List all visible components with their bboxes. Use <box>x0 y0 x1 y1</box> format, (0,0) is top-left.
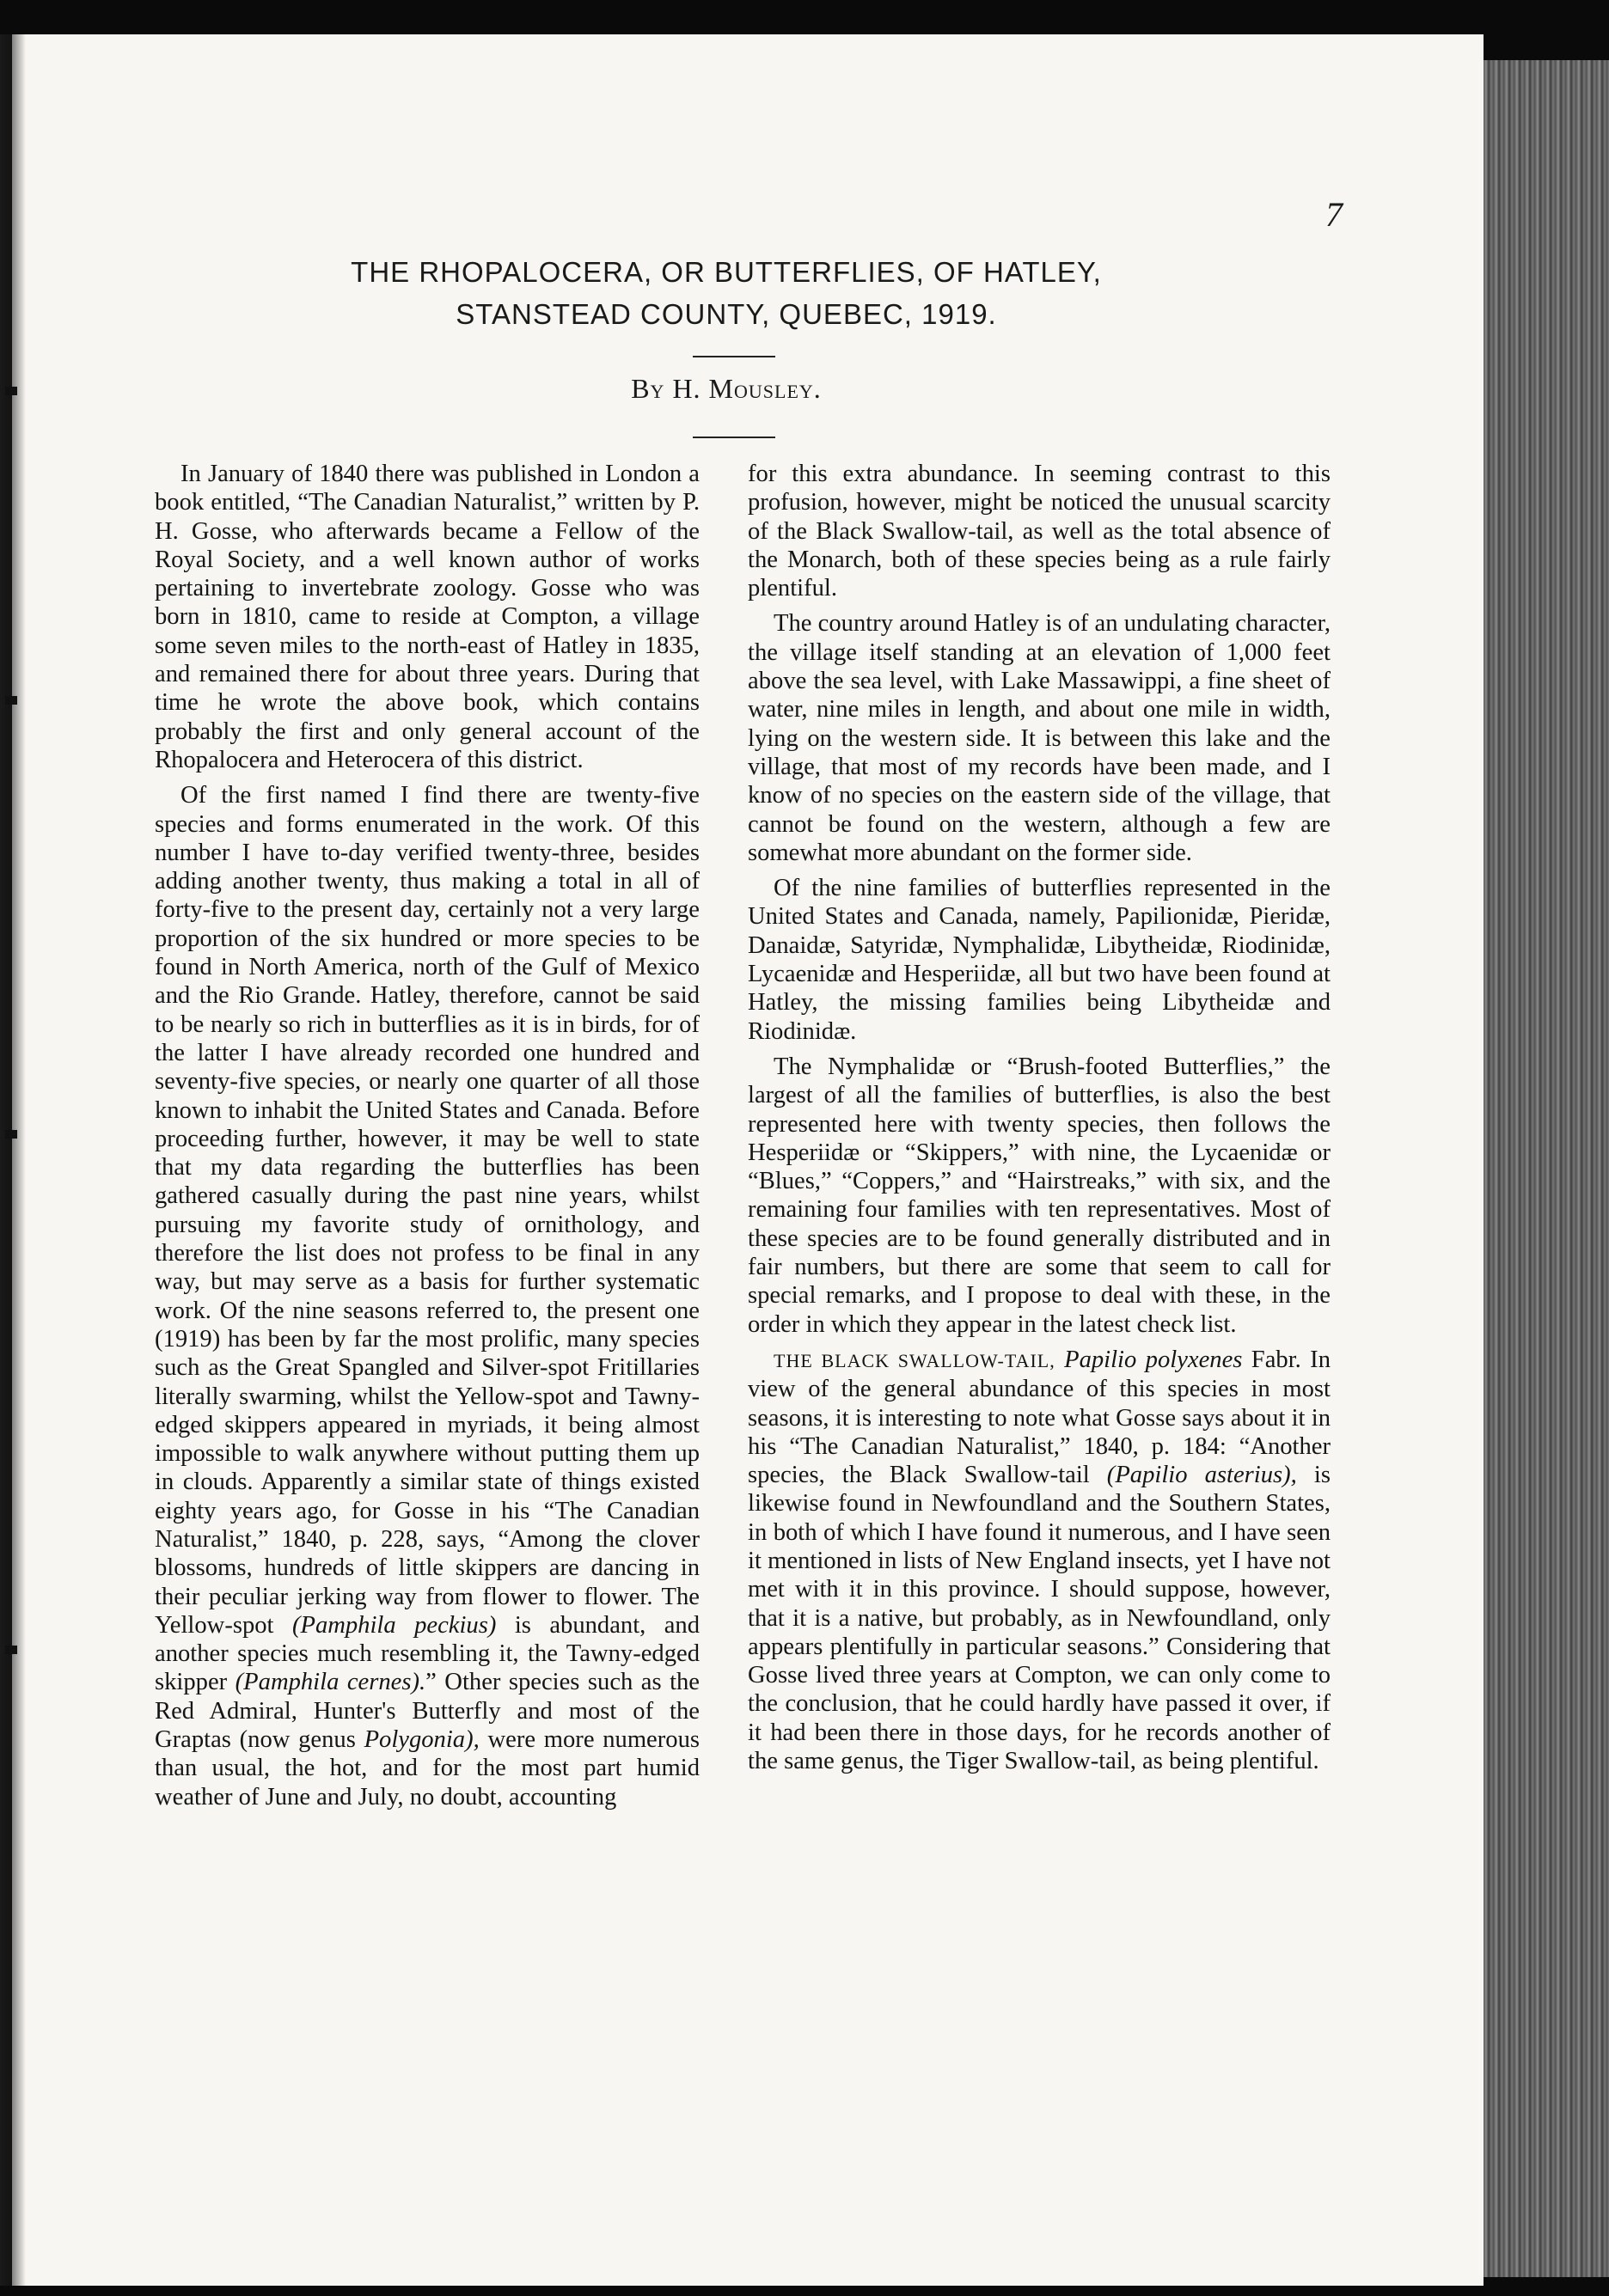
species-name: (Pamphila peckius) <box>291 1611 497 1639</box>
margin-mark <box>5 387 17 395</box>
byline-rule <box>693 437 775 438</box>
species-name: (Papilio asterius), <box>1106 1462 1297 1489</box>
section-heading: THE BLACK SWALLOW-TAIL, <box>774 1349 1055 1371</box>
text-run: were more numerous than usual, the hot, and for the most part humid weather of June and July, no doubt, accounting <box>155 1726 700 1811</box>
byline-prefix: By <box>631 373 665 404</box>
paragraph: The country around Hatley is of an undulating character, the village itself standing at an elevation of 1,000 feet above the sea level, with Lake Massawippi, a fine sheet of water, nine miles in length, and about one mile in width, lying on the western side. It is between this lake and the village, that most of my records have been made, and I know of no species on the eastern side of the village, that cannot be found on the western, although a few are somewhat more abundant on the former side. <box>748 610 1331 866</box>
author-surname: Mousley. <box>708 373 822 404</box>
article-title <box>172 251 1281 335</box>
margin-mark <box>5 696 17 705</box>
genus-name: Polygonia), <box>364 1726 480 1754</box>
text-run: Of the first named I find there are twenty-five species and forms enumerated in the work. Of this number I have to-day verified twenty-three, besides adding another twenty, thus making a total in all of forty-five to the present day, certainly not a very large proportion of the six hundred or more species to be found in North America, north of the Gulf of Mexico and the Rio Grande. Hatley, therefore, cannot be said to be nearly so rich in butterflies as it is in birds, for of the latter I have already recorded one hundred and seventy-five species, or nearly one quarter of all those known to inhabit the United States and Canada. Before proceeding further, however, it may be well to state that my data regarding the butterflies has been gathered casually during the past nine years, whilst pursuing my favorite study of ornithology, and therefore the list does not profess to be final in any way, but may serve as a basis for further systematic work. Of the nine seasons referred to, the present one (1919) has been by far the most prolific, many species such as the Great Spangled and Silver-spot Fritillaries literally swarming, whilst the Yellow-spot and Tawny-edged skippers appeared in myriads, it being almost impossible to walk anywhere without putting them up in clouds. Apparently a similar state of things existed eighty years ago, for Gosse in his “The Canadian Naturalist,” 1840, p. 228, says, “Among the clover blossoms, hundreds of little skippers are dancing in their peculiar jerking way from flower to flower. The Yellow-spot <box>155 782 700 1639</box>
margin-mark <box>5 1646 17 1654</box>
page-stack-edge <box>1484 60 1609 2277</box>
paragraph <box>155 781 700 1811</box>
title-line-2: STANSTEAD COUNTY, QUEBEC, 1919. <box>456 298 997 330</box>
paragraph <box>748 1346 1331 1775</box>
right-column <box>748 460 1331 1782</box>
margin-mark <box>5 1130 17 1139</box>
text-run: is abundant, and another species much resembling it, the Tawny-edged skipper <box>155 1611 700 1696</box>
title-rule <box>693 356 775 357</box>
page-number: 7 <box>1325 195 1343 234</box>
text-run: ” Other species such as the Red Admiral, Hunter's Butterfly and most of the Graptas (now genus <box>155 1669 700 1754</box>
paragraph: Of the nine families of butterflies represented in the United States and Canada, namely, Papilionidæ, Pieridæ, Danaidæ, Satyridæ, Nymphalidæ, Libytheidæ, Riodinidæ, Lycaenidæ and Hesperiidæ, all but two have been found at Hatley, the missing families being Libytheidæ and Riodinidæ. <box>748 875 1331 1045</box>
author-initial: H. <box>672 373 701 404</box>
binding-shadow <box>0 34 26 2286</box>
species-name: Papilio polyxenes <box>1064 1346 1243 1373</box>
title-line-1: THE RHOPALOCERA, OR BUTTERFLIES, OF HATLEY, <box>351 256 1102 288</box>
species-name: (Pamphila cernes). <box>235 1669 426 1696</box>
byline <box>172 373 1281 405</box>
paragraph: The Nymphalidæ or “Brush-footed Butterflies,” the largest of all the families of butterflies, is also the best represented here with twenty species, then follows the Hesperiidæ or “Skippers,” with nine, the Lycaenidæ or “Blues,” “Coppers,” and “Hairstreaks,” with six, and the remaining four families with ten representatives. Most of these species are to be found generally distributed and in fair numbers, but there are some that seem to call for special remarks, and I propose to deal with these, in the order in which they appear in the latest check list. <box>748 1053 1331 1338</box>
text-run: is likewise found in Newfoundland and the Southern States, in both of which I have found it numerous, and I have seen it mentioned in lists of New England insects, yet I have not met with it in this province. I should suppose, however, that it is a native, but probably, as in Newfoundland, only appears plentifully in particular seasons.” Considering that Gosse lived three years at Compton, we can only come to the conclusion, that he could hardly have passed it over, if it had been there in those days, for he records another of the same genus, the Tiger Swallow-tail, as being plentiful. <box>748 1462 1331 1775</box>
text-run: Fabr. In view of the general abundance of this species in most seasons, it is interesting to note what Gosse says about it in his “The Canadian Naturalist,” 1840, p. 184: “Another species, the Black Swallow-tail <box>748 1346 1331 1489</box>
left-column <box>155 460 700 1818</box>
paragraph: for this extra abundance. In seeming contrast to this profusion, however, might be noticed the unusual scarcity of the Black Swallow-tail, as well as the total absence of the Monarch, both of these species being as a rule fairly plentiful. <box>748 461 1331 602</box>
paragraph: In January of 1840 there was published in London a book entitled, “The Canadian Naturalist,” written by P. H. Gosse, who afterwards became a Fellow of the Royal Society, and a well known author of works pertaining to invertebrate zoology. Gosse who was born in 1810, came to reside at Compton, a village some seven miles to the north-east of Hatley in 1835, and remained there for about three years. During that time he wrote the above book, which contains probably the first and only general account of the Rhopalocera and Heterocera of this district. <box>155 461 700 773</box>
